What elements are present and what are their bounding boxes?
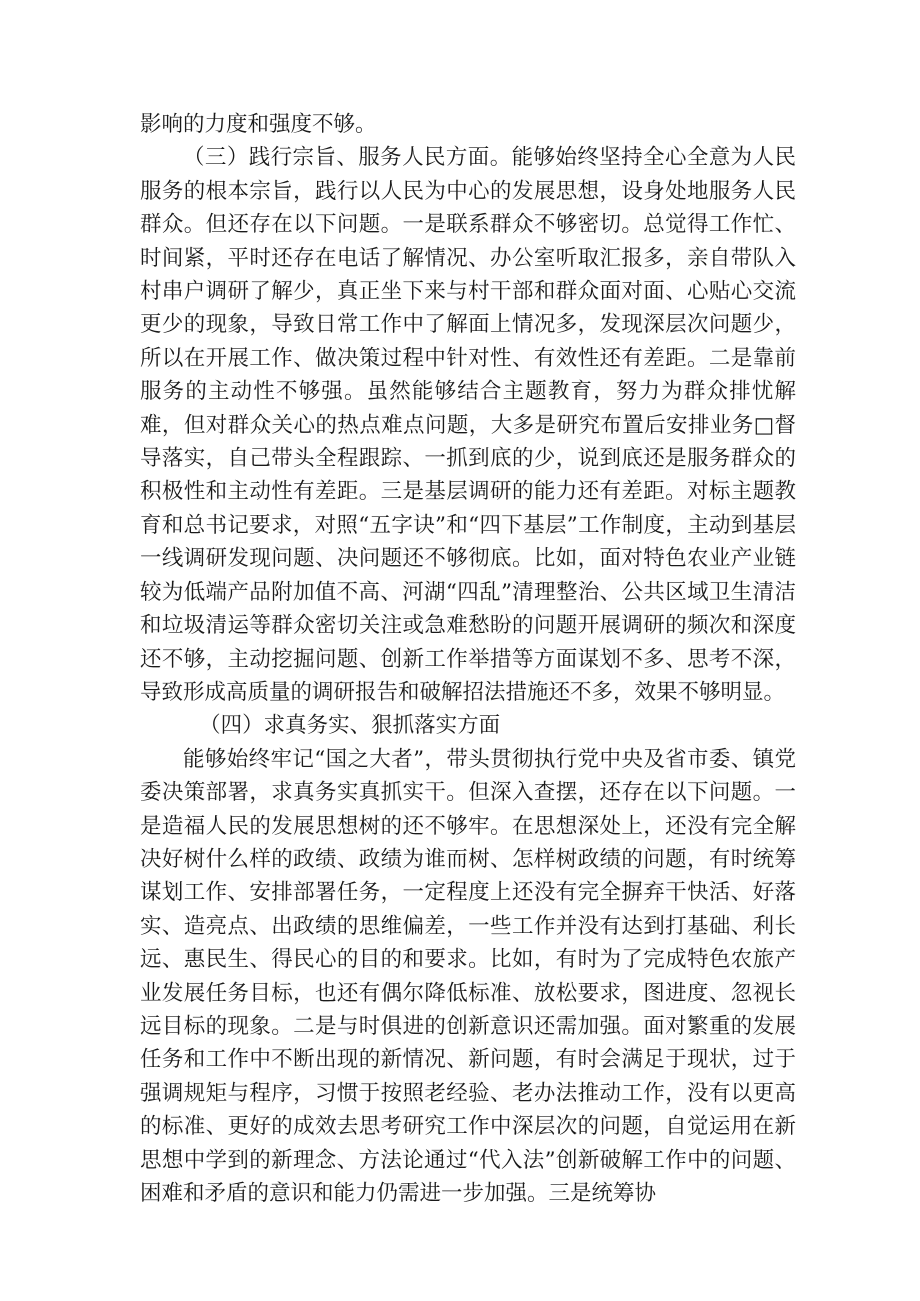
document-body	[140, 108, 796, 1210]
paragraph-section-four: 能够始终牢记“国之大者”，带头贯彻执行党中央及省市委、镇党委决策部署，求真务实真抓实干。但深入查摆，还存在以下问题。一是造福人民的发展思想树的还不够牢。在思想深处上，还没有完全解决好树什么样的政绩、政绩为谁而树、怎样树政绩的问题，有时统筹谋划工作、安排部署任务，一定程度上还没有完全摒弃干快活、好落实、造亮点、出政绩的思维偏差，一些工作并没有达到打基础、利长远、惠民生、得民心的目的和要求。比如，有时为了完成特色农旅产业发展任务目标，也还有偶尔降低标准、放松要求，图进度、忽视长远目标的现象。二是与时俱进的创新意识还需加强。面对繁重的发展任务和工作中不断出现的新情况、新问题，有时会满足于现状，过于强调规矩与程序，习惯于按照老经验、老办法推动工作，没有以更高的标准、更好的成效去思考研究工作中深层次的问题，自觉运用在新思想中学到的新理念、方法论通过“代入法”创新破解工作中的问题、困难和矛盾的意识和能力仍需进一步加强。三是统筹协	[140, 746, 796, 1206]
paragraph-section-three: （三）践行宗旨、服务人民方面。能够始终坚持全心全意为人民服务的根本宗旨，践行以人民为中心的发展思想，设身处地服务人民群众。但还存在以下问题。一是联系群众不够密切。总觉得工作忙、时间紧，平时还存在电话了解情况、办公室听取汇报多，亲自带队入村串户调研了解少，真正坐下来与村干部和群众面对面、心贴心交流更少的现象，导致日常工作中了解面上情况多，发现深层次问题少，所以在开展工作、做决策过程中针对性、有效性还有差距。二是靠前服务的主动性不够强。虽然能够结合主题教育，努力为群众排忧解难，但对群众关心的热点难点问题，大多是研究布置后安排业务□督导落实，自己带头全程跟踪、一抓到底的少，说到底还是服务群众的积极性和主动性有差距。三是基层调研的能力还有差距。对标主题教育和总书记要求，对照“五字诀”和“四下基层”工作制度，主动到基层一线调研发现问题、决问题还不够彻底。比如，面对特色农业产业链较为低端产品附加值不高、河湖“四乱”清理整治、公共区域卫生清洁和垃圾清运等群众密切关注或急难愁盼的问题开展调研的频次和深度还不够，主动挖掘问题、创新工作举措等方面谋划不多、思考不深，导致形成高质量的调研报告和破解招法措施还不多，效果不够明显。	[140, 145, 796, 705]
section-heading-four: （四）求真务实、狠抓落实方面	[199, 713, 501, 739]
paragraph-continuation: 影响的力度和强度不够。	[140, 112, 377, 137]
